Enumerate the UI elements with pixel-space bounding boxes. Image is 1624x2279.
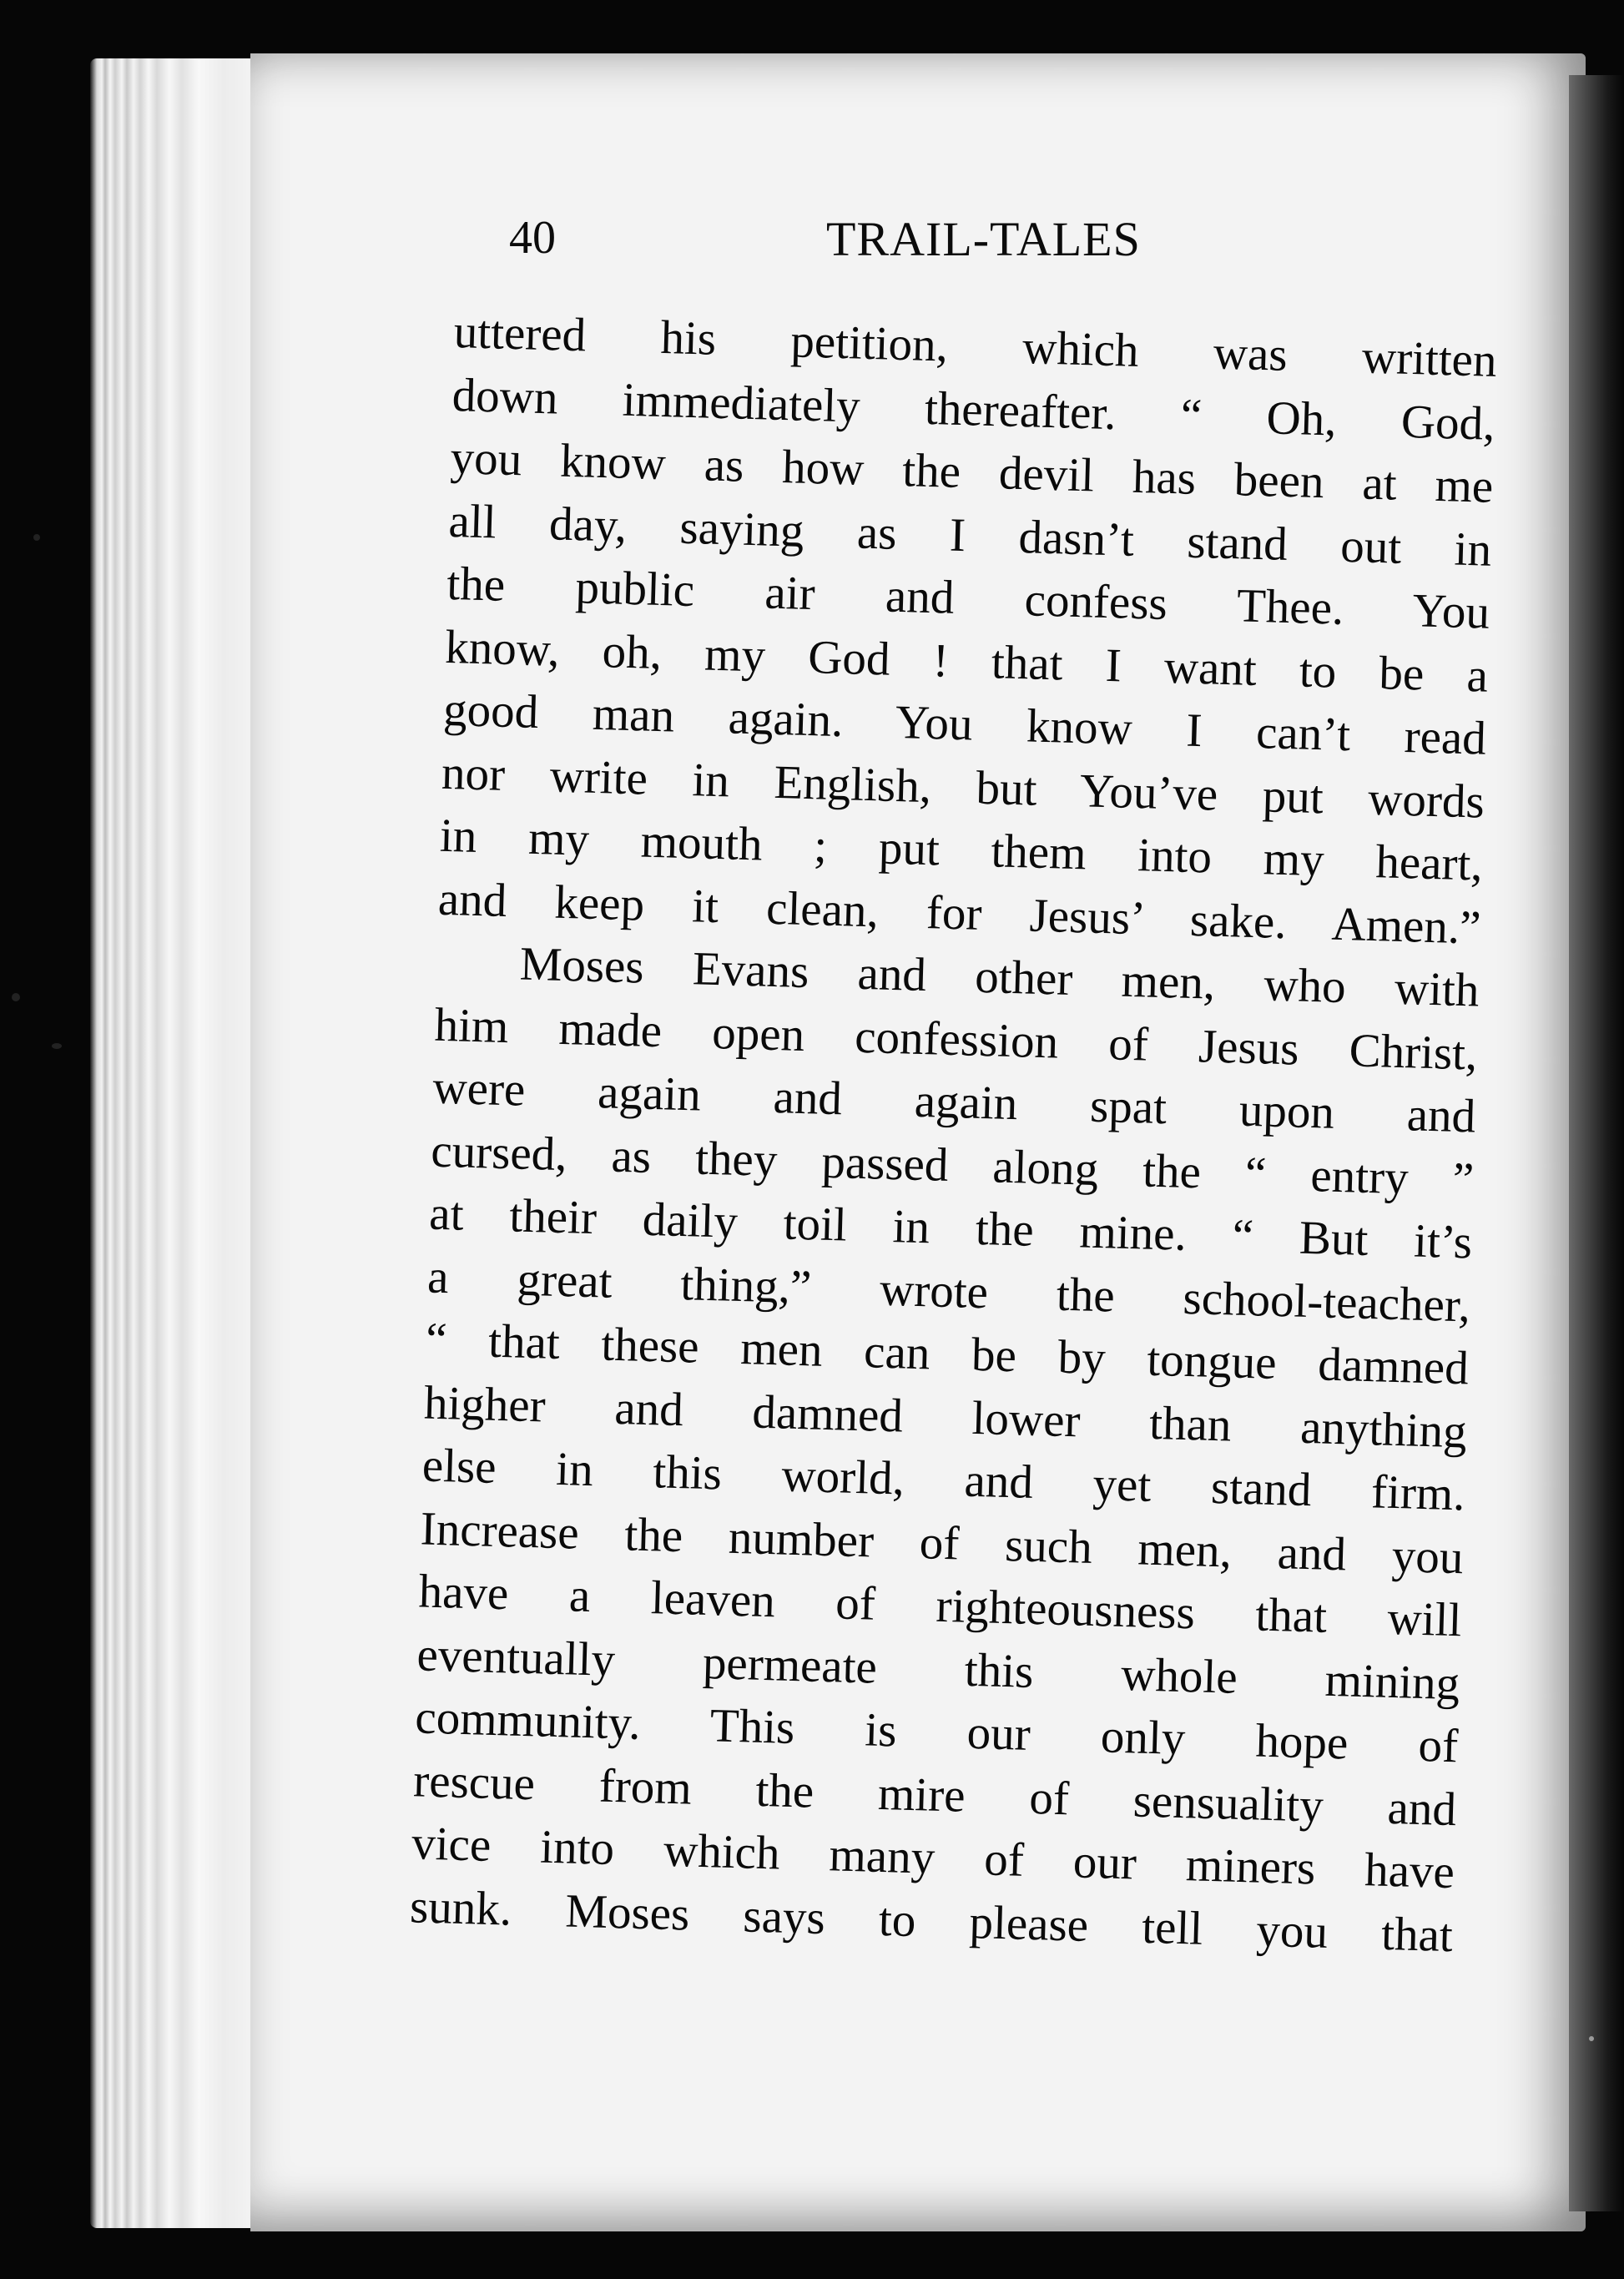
text-line: Increase the number of such men, and you (420, 1501, 1465, 1584)
page-number: 40 (509, 212, 556, 264)
text-line: all day, saying as I dasn’t stand out in (447, 494, 1493, 577)
text-line: rescue from the mire of sensuality and (412, 1753, 1457, 1836)
text-line: in my mouth ; put them into my heart, (439, 809, 1484, 891)
dust-speck (12, 993, 20, 1001)
text-line: at their daily toil in the mine. “ But it’s (428, 1187, 1473, 1269)
text-line: good man again. You know I can’t read (442, 683, 1487, 765)
text-line: uttered his petition, which was written (453, 305, 1498, 387)
text-line: community. This is our only hope of (414, 1691, 1459, 1773)
text-line: higher and damned lower than anything (423, 1375, 1468, 1458)
text-line: and keep it clean, for Jesus’ sake. Amen.” (437, 872, 1482, 955)
dust-speck (52, 1043, 62, 1049)
text-line: eventually permeate this whole mining (416, 1627, 1461, 1710)
text-line: down immediately thereafter. “ Oh, God, (451, 368, 1496, 451)
text-line: the public air and confess Thee. You (446, 557, 1490, 639)
text-line: vice into which many of our miners have (411, 1817, 1455, 1899)
body-text (409, 300, 1497, 1967)
dust-speck (33, 534, 40, 541)
running-title: TRAIL-TALES (826, 212, 1141, 266)
text-line: know, oh, my God ! that I want to be a (444, 620, 1489, 703)
text-line: him made open confession of Jesus Christ, (433, 998, 1479, 1081)
dust-speck (1589, 2036, 1594, 2041)
page-right-shadow (1569, 75, 1624, 2211)
text-line: sunk. Moses says to please tell you that (409, 1879, 1454, 1962)
text-line: have a leaven of righteousness that will (417, 1565, 1463, 1647)
text-line: cursed, as they passed along the “ entry ” (430, 1124, 1475, 1206)
text-line: nor write in English, but You’ve put words (441, 746, 1485, 829)
text-line: a great thing,” wrote the school-teacher, (426, 1250, 1471, 1332)
text-line-paragraph-start: Moses Evans and other men, who with (518, 937, 1480, 1017)
text-line: “ that these men can be by tongue damned (425, 1313, 1470, 1395)
running-header (509, 213, 1193, 280)
text-line: you know as how the devil has been at me (449, 431, 1495, 513)
text-line: were again and again spat upon and (431, 1061, 1477, 1143)
text-line: else in this world, and yet stand firm. (421, 1439, 1466, 1521)
